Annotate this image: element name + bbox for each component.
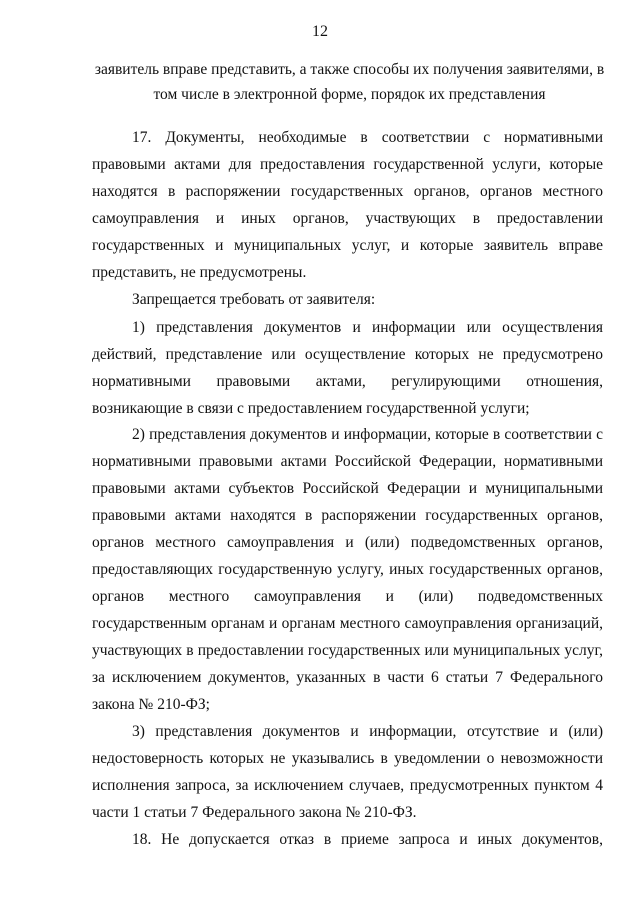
item-2-line: правовыми актами находятся в распоряжении государственных органов, bbox=[92, 507, 603, 524]
paragraph-17-line: находятся в распоряжении государственных органов, органов местного bbox=[92, 183, 603, 200]
paragraph-17-line: государственных и муниципальных услуг, и которые заявитель вправе bbox=[92, 237, 603, 254]
item-1-line: нормативными правовыми актами, регулирующими отношения, bbox=[92, 373, 603, 390]
item-3-line: исполнения запроса, за исключением случаев, предусмотренных пунктом 4 bbox=[92, 777, 603, 794]
item-3-line: 3) представления документов и информации, отсутствие и (или) bbox=[132, 723, 603, 740]
paragraph-17-line: представить, не предусмотрены. bbox=[92, 264, 307, 281]
item-3-line: части 1 статьи 7 Федерального закона № 210-ФЗ. bbox=[92, 804, 417, 821]
item-2-line: органов местного самоуправления и (или) подведомственных органов, bbox=[92, 534, 603, 551]
item-2-line: 2) представления документов и информации, которые в соответствии с bbox=[132, 426, 603, 443]
item-2-line: участвующих в предоставлении государственных или муниципальных услуг, bbox=[92, 642, 603, 659]
paragraph-17-line: правовыми актами для предоставления государственной услуги, которые bbox=[92, 156, 603, 173]
item-1-line: 1) представления документов и информации или осуществления bbox=[132, 319, 603, 336]
item-3-line: недостоверность которых не указывались в уведомлении о невозможности bbox=[92, 750, 603, 767]
item-2-line: правовыми актами субъектов Российской Федерации и муниципальными bbox=[92, 480, 603, 497]
item-2-line: закона № 210-ФЗ; bbox=[92, 696, 210, 713]
paragraph-17-line: самоуправления и иных органов, участвующих в предоставлении bbox=[92, 210, 603, 227]
item-2-line: предоставляющих государственную услугу, иных государственных органов, bbox=[92, 561, 603, 578]
prohibition-intro: Запрещается требовать от заявителя: bbox=[132, 291, 376, 308]
paragraph-17-line: 17. Документы, необходимые в соответствии с нормативными bbox=[132, 129, 603, 146]
item-1-line: действий, представление или осуществление которых не предусмотрено bbox=[92, 346, 603, 363]
item-2-line: за исключением документов, указанных в части 6 статьи 7 Федерального bbox=[92, 669, 603, 686]
item-2-line: нормативными правовыми актами Российской Федерации, нормативными bbox=[92, 453, 603, 470]
item-2-line: государственным органам и органам местного самоуправления организаций, bbox=[92, 615, 603, 632]
section-heading-line-1: заявитель вправе представить, а также способы их получения заявителями, в bbox=[94, 61, 605, 78]
paragraph-18-line: 18. Не допускается отказ в приеме запроса и иных документов, bbox=[132, 831, 603, 848]
section-heading-line-2: том числе в электронной форме, порядок их представления bbox=[153, 86, 546, 103]
page-number: 12 bbox=[312, 23, 328, 40]
item-1-line: возникающие в связи с предоставлением государственной услуги; bbox=[92, 400, 530, 417]
item-2-line: органов местного самоуправления и (или) подведомственных bbox=[92, 588, 603, 605]
